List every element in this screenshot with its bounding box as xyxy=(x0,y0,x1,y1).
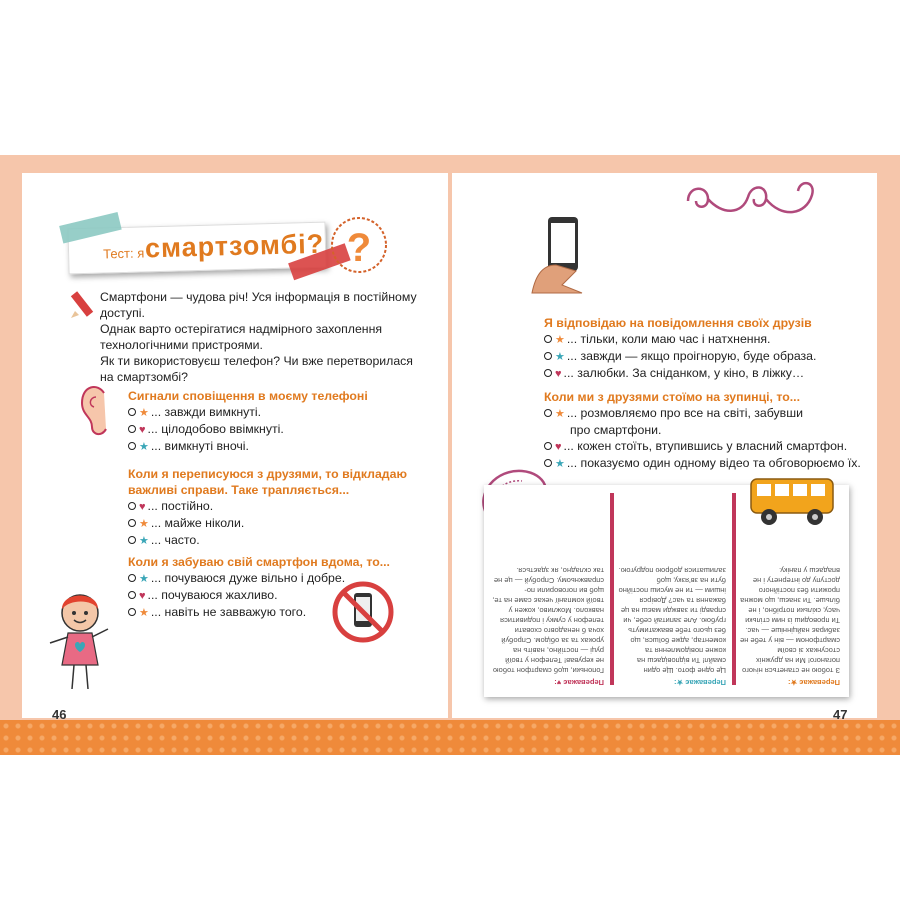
no-phone-icon xyxy=(330,579,396,645)
answer-option[interactable]: ★ ... тільки, коли маю час і натхнення. xyxy=(544,331,816,348)
answer-option[interactable]: ★ ... завжди — якщо проігнорую, буде образа. xyxy=(544,348,816,365)
radio-circle[interactable] xyxy=(128,536,136,544)
answer-option[interactable]: ♥ ... почуваюся жахливо. xyxy=(128,587,390,604)
answer-option[interactable]: ★ ... показуємо один одному відео та обговорюємо їх. xyxy=(544,455,861,472)
answer-option[interactable]: ★ ... навіть не завважую того. xyxy=(128,604,390,621)
answer-card-pink xyxy=(492,491,604,687)
star-icon: ★ xyxy=(555,334,565,346)
question-heading: Сигнали сповіщення в моєму телефоні xyxy=(128,389,368,403)
question-1 xyxy=(128,388,368,455)
radio-circle[interactable] xyxy=(544,409,552,417)
radio-circle[interactable] xyxy=(544,369,552,377)
ear-icon xyxy=(78,383,112,439)
question-heading: Я відповідаю на повідомлення своїх друзів xyxy=(544,316,812,330)
star-icon: ★ xyxy=(555,351,565,363)
page-title: смартзомбі? xyxy=(144,228,325,264)
star-icon: ★ xyxy=(139,573,149,585)
answer-option[interactable]: ♥ ... кожен стоїть, втупившись у власний смартфон. xyxy=(544,438,861,455)
title-small: Тест: я xyxy=(102,245,145,262)
right-page xyxy=(452,173,877,718)
answer-option[interactable]: ♥ ... цілодобово ввімкнуті. xyxy=(128,421,368,438)
question-2 xyxy=(128,466,407,549)
answer-option[interactable]: ★ ... розмовляємо про все на світі, забувши xyxy=(544,405,861,422)
star-icon: ★ xyxy=(139,441,149,453)
star-icon: ★ xyxy=(139,407,149,419)
radio-circle[interactable] xyxy=(544,442,552,450)
bus-icon xyxy=(747,473,837,529)
star-icon: ★ xyxy=(555,458,565,470)
radio-circle[interactable] xyxy=(128,608,136,616)
heart-icon: ♥ xyxy=(555,441,562,453)
intro-text: Смартфони — чудова річ! Уся інформація в постійному доступі. Однак варто остерігатися надмірного захоплення технологічними пристроями. Як ти використовуєш телефон? Чи вже перетворилася на смартзомбі? xyxy=(100,290,417,384)
card-text: Це одне фото. Ще один смайл! Ти відповідаєш на кожне повідомлення та коментар, адже боїшся, що без цього тебе вважатимуть грубою. Але запитай себе, чи справді ти завжди маєш на це бажання та час? Довірся іншим — ти не мусиш постійно бути на зв'язку, щоб залишатися доброю подругою. xyxy=(618,566,726,675)
page-number-left: 46 xyxy=(52,707,67,722)
radio-circle[interactable] xyxy=(544,335,552,343)
card-text: Гопоньки, щоб смартфон тобою не керував! Телефон у твоїй руці — постійно, навіть на уроках та за обідом. Спробуй хоча б ненадовго сховати телефон у сумку і подивитися навколо. Можливо, кожен у твоїй компанії чекає саме на те, щоб ви поговорили по-справжньому. Спробуй — це не так складно, як здається. xyxy=(492,566,604,675)
question-4 xyxy=(544,315,816,382)
star-icon: ★ xyxy=(139,535,149,547)
star-icon: ★ xyxy=(555,408,565,420)
answer-option[interactable]: ★ ... почуваюся дуже вільно і добре. xyxy=(128,570,390,587)
heart-icon: ♥ xyxy=(139,590,146,602)
question-heading: Коли ми з друзями стоїмо на зупинці, то... xyxy=(544,390,800,404)
title-banner xyxy=(67,222,326,275)
card-text: З тобою не станеться нічого поганого! Ми на дружніх стосунках зі своїм смартфоном — він у тебе не забирає найцінніше — час. Ти проводиш із ним стільки часу, скільки потрібно, і не більше. Ти знаєш, що можна прожити без постійного доступу до інтернету і не впадаєш у паніку. xyxy=(740,566,840,675)
card-divider xyxy=(732,493,736,685)
answer-card-teal xyxy=(618,491,726,687)
radio-circle[interactable] xyxy=(128,574,136,582)
card-divider xyxy=(610,493,614,685)
heart-icon: ♥ xyxy=(555,368,562,380)
question-heading: Коли я переписуюся з друзями, то відкладаю xyxy=(128,467,407,481)
answer-option-continued: про смартфони. xyxy=(570,423,662,437)
card-heading: Переважає ♥: xyxy=(554,678,604,687)
question-heading: важливі справи. Таке трапляється... xyxy=(128,483,350,497)
answer-option[interactable]: ★ ... завжди вимкнуті. xyxy=(128,404,368,421)
star-icon: ★ xyxy=(139,518,149,530)
bottom-band xyxy=(0,720,900,755)
washi-tape-teal xyxy=(59,212,122,244)
book-spread xyxy=(0,155,900,755)
answer-option[interactable]: ★ ... майже ніколи. xyxy=(128,515,407,532)
pencil-icon xyxy=(68,289,98,323)
phone-hand-icon xyxy=(522,213,602,303)
card-heading: Переважає ★: xyxy=(673,678,726,687)
left-page xyxy=(22,173,448,718)
card-heading: Переважає ★: xyxy=(787,678,840,687)
radio-circle[interactable] xyxy=(128,502,136,510)
heart-icon: ♥ xyxy=(139,501,146,513)
swirl-decoration xyxy=(682,175,832,225)
question-heading: Коли я забуваю свій смартфон вдома, то... xyxy=(128,555,390,569)
svg-text:?: ? xyxy=(346,226,372,270)
question-mark-icon xyxy=(328,213,390,283)
radio-circle[interactable] xyxy=(544,352,552,360)
answer-option[interactable]: ♥ ... залюбки. За сніданком, у кіно, в ліжку… xyxy=(544,365,816,382)
radio-circle[interactable] xyxy=(128,442,136,450)
radio-circle[interactable] xyxy=(128,519,136,527)
radio-circle[interactable] xyxy=(128,591,136,599)
question-5 xyxy=(544,389,861,472)
answer-option[interactable]: ★ ... вимкнуті вночі. xyxy=(128,438,368,455)
page-number-right: 47 xyxy=(833,707,848,722)
radio-circle[interactable] xyxy=(128,425,136,433)
answer-option[interactable]: ♥ ... постійно. xyxy=(128,498,407,515)
answer-option[interactable]: ★ ... часто. xyxy=(128,532,407,549)
star-icon: ★ xyxy=(139,607,149,619)
heart-icon: ♥ xyxy=(139,424,146,436)
radio-circle[interactable] xyxy=(128,408,136,416)
girl-illustration xyxy=(44,585,114,695)
